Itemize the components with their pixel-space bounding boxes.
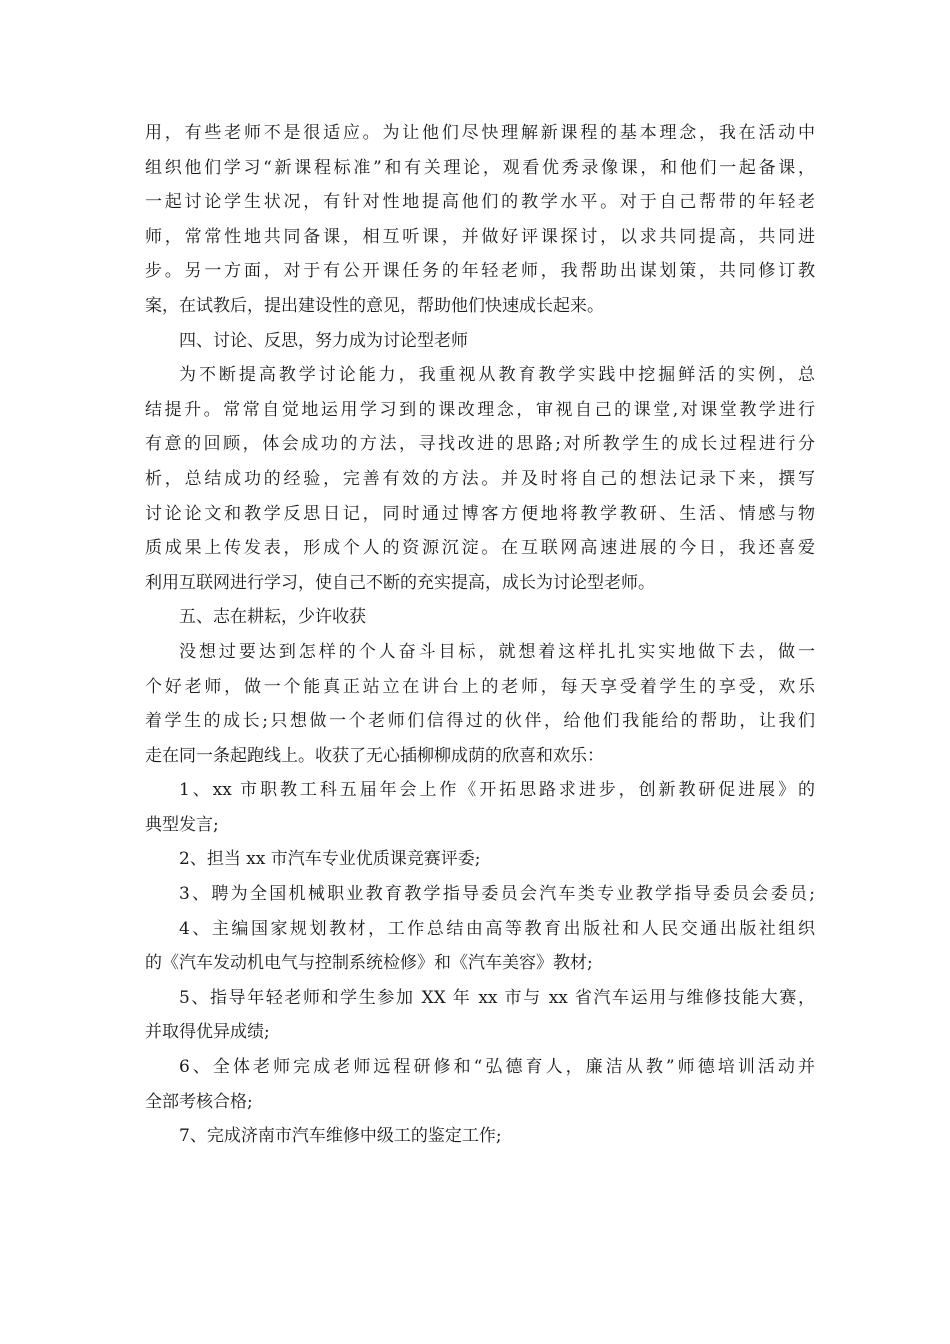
text-line: 质成果上传发表，形成个人的资源沉淀。在互联网高速进展的今日，我还喜爱 <box>145 538 815 559</box>
text-line: 用，有些老师不是很适应。为让他们尽快理解新课程的基本理念，我在活动中 <box>145 123 815 143</box>
text-line: 组织他们学习“新课程标准”和有关理论，观看优秀录像课，和他们一起备课， <box>145 157 815 178</box>
list-item-5: 5、指导年轻老师和学生参加 XX 年 xx 市与 xx 省汽车运用与维修技能大赛， <box>179 987 815 1008</box>
text-line: 为不断提高教学讨论能力，我重视从教育教学实践中挖掘鲜活的实例，总 <box>179 365 815 386</box>
text-line: 利用互联网进行学习，使自己不断的充实提高，成长为讨论型老师。 <box>145 572 655 593</box>
text-line: 讨论论文和教学反思日记，同时通过博客方便地将教学教研、生活、情感与物 <box>145 503 815 524</box>
text-line: 并取得优异成绩; <box>145 1022 270 1043</box>
text-line: 典型发言; <box>145 814 219 835</box>
body-text <box>145 116 815 1154</box>
list-item-4: 4、主编国家规划教材，工作总结由高等教育出版社和人民交通出版社组织 <box>179 918 815 939</box>
text-line: 走在同一条起跑线上。收获了无心插柳柳成荫的欣喜和欢乐： <box>145 745 604 766</box>
text-line: 师，常常性地共同备课，相互听课，并做好评课探讨，以求共同提高，共同进 <box>145 226 815 247</box>
list-item-7: 7、完成济南市汽车维修中级工的鉴定工作; <box>179 1126 502 1147</box>
list-item-6: 6、全体老师完成老师远程研修和“弘德育人，廉洁从教”师德培训活动并 <box>179 1057 815 1078</box>
text-line: 案，在试教后，提出建设性的意见，帮助他们快速成长起来。 <box>145 295 604 316</box>
list-item-1: 1、xx 市职教工科五届年会上作《开拓思路求进步，创新教研促进展》的 <box>179 780 815 801</box>
text-line: 一起讨论学生状况，有针对性地提高他们的教学水平。对于自己帮带的年轻老 <box>145 192 815 213</box>
text-line: 个好老师，做一个能真正站立在讲台上的老师，每天享受着学生的享受，欢乐 <box>145 676 815 697</box>
text-line: 结提升。常常自觉地运用学习到的课改理念，审视自己的课堂,对课堂教学进行 <box>145 399 815 420</box>
text-line: 没想过要达到怎样的个人奋斗目标，就想着这样扎扎实实地做下去，做一 <box>179 641 815 662</box>
text-line: 全部考核合格; <box>145 1091 253 1112</box>
text-line: 的《汽车发动机电气与控制系统检修》和《汽车美容》教材; <box>145 953 593 974</box>
text-line: 步。另一方面，对于有公开课任务的年轻老师，我帮助出谋划策，共同修订教 <box>145 261 815 282</box>
text-line: 析，总结成功的经验，完善有效的方法。并及时将自己的想法记录下来，撰写 <box>145 468 815 489</box>
text-line: 有意的回顾，体会成功的方法，寻找改进的思路;对所教学生的成长过程进行分 <box>145 434 815 455</box>
list-item-2: 2、担当 xx 市汽车专业优质课竞赛评委; <box>179 849 481 870</box>
text-line: 着学生的成长;只想做一个老师们信得过的伙伴，给他们我能给的帮助，让我们 <box>145 711 815 732</box>
section-heading-4: 四、讨论、反思，努力成为讨论型老师 <box>179 330 468 351</box>
section-heading-5: 五、志在耕耘，少许收获 <box>179 607 366 628</box>
list-item-3: 3、聘为全国机械职业教育教学指导委员会汽车类专业教学指导委员会委员; <box>179 884 815 905</box>
